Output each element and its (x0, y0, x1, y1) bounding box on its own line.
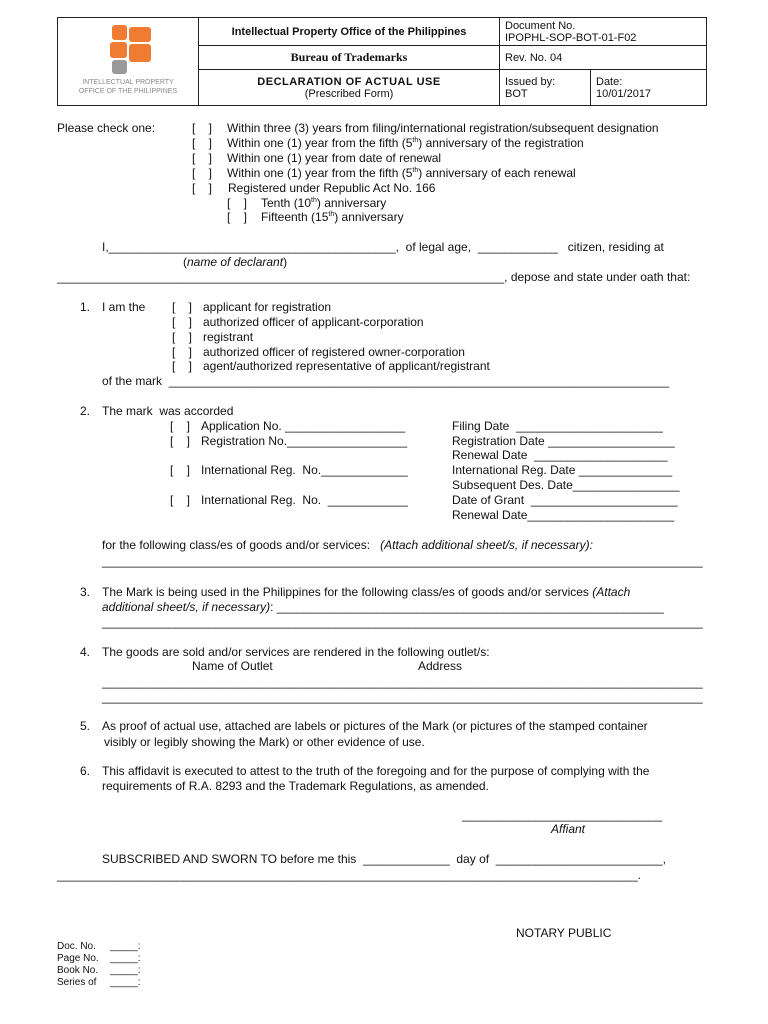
item1-label: I am the (102, 300, 146, 314)
date-cell (591, 70, 707, 106)
renewal-date-field-2[interactable]: Renewal Date______________________ (452, 508, 675, 522)
date-of-grant-field[interactable]: Date of Grant ______________________ (452, 493, 678, 507)
option-fifth-anniversary-renewal: Within one (1) year from the fifth (5th) anniversary of each renewal (227, 166, 576, 180)
issued-by-cell (500, 70, 591, 106)
goods-services-line[interactable]: __________________________________________________________________________________________ (102, 554, 703, 568)
outlet-name-header: Name of Outlet (192, 659, 273, 673)
checkbox-opt4[interactable]: [ ] (192, 166, 213, 180)
item3-line1[interactable]: additional sheet/s, if necessary): __________________________________________________________ (102, 600, 664, 614)
ipophl-logo (68, 21, 188, 99)
option-ra-166: Registered under Republic Act No. 166 (228, 181, 436, 195)
outlet-address-header: Address (418, 659, 463, 673)
checkbox-registrant[interactable]: [ ] (172, 330, 193, 344)
option-within-three-years: Within three (3) years from filing/international registration/subsequent designation (227, 121, 659, 135)
date-value: 10/01/2017 (596, 87, 652, 100)
logo-text-line2: OFFICE OF THE PHILIPPINES (78, 88, 178, 95)
name-of-declarant-hint: (name of declarant) (183, 255, 288, 269)
book-no-blank[interactable]: _____: (110, 965, 141, 976)
residence-line[interactable]: ___________________________________________________________________, depose and state under oath that: (57, 270, 691, 284)
bureau-name: Bureau of Trademarks (199, 46, 500, 70)
checkbox-registration-no[interactable]: [ ] (170, 434, 191, 448)
option-fifteenth-anniversary: Fifteenth (15th) anniversary (261, 210, 404, 224)
checkbox-opt2[interactable]: [ ] (192, 136, 213, 150)
subsequent-des-date-field[interactable]: Subsequent Des. Date________________ (452, 478, 680, 492)
series-of-label: Series of (57, 977, 97, 988)
item3-text: The Mark is being used in the Philippines for the following class/es of goods and/or services (Attach (102, 585, 631, 599)
option-date-of-renewal: Within one (1) year from date of renewal (227, 151, 442, 165)
goods-services-label: for the following class/es of goods and/or services: (Attach additional sheet/s, if necessary): (102, 538, 593, 552)
option-fifth-anniversary-registration: Within one (1) year from the fifth (5th) anniversary of the registration (227, 136, 584, 150)
book-no-label: Book No. (57, 965, 99, 976)
doc-no-label: Document No. (505, 19, 576, 32)
intl-reg-no-field-1[interactable]: International Reg. No._____________ (201, 463, 408, 477)
checkbox-applicant[interactable]: [ ] (172, 300, 193, 314)
application-no-field[interactable]: Application No. __________________ (201, 419, 406, 433)
checkbox-opt5[interactable]: [ ] (192, 181, 213, 195)
issued-by-label: Issued by: (505, 75, 556, 88)
page-no-label: Page No. (57, 953, 99, 964)
checkbox-officer-owner[interactable]: [ ] (172, 345, 193, 359)
registration-no-field[interactable]: Registration No.__________________ (201, 434, 408, 448)
role-applicant: applicant for registration (203, 300, 332, 314)
intl-reg-no-field-2[interactable]: International Reg. No. ____________ (201, 493, 408, 507)
form-header-table (57, 17, 707, 106)
ipophl-logo-cell (58, 18, 199, 106)
item4-text: The goods are sold and/or services are rendered in the following outlet/s: (102, 645, 490, 659)
doc-no-value: IPOPHL-SOP-BOT-01-F02 (505, 31, 637, 44)
item6-line1: This affidavit is executed to attest to the truth of the foregoing and for the purpose of complying with the (102, 764, 650, 778)
logo-text-line1: INTELLECTUAL PROPERTY (82, 79, 174, 86)
intl-reg-date-field[interactable]: International Reg. Date ______________ (452, 463, 673, 477)
affiant-label: Affiant (551, 822, 586, 836)
checkbox-intl-reg-2[interactable]: [ ] (170, 493, 191, 507)
subscribed-sworn-line[interactable]: SUBSCRIBED AND SWORN TO before me this _____________ day of _________________________, (102, 852, 666, 866)
filing-date-field[interactable]: Filing Date ______________________ (452, 419, 663, 433)
mark-name-line[interactable]: of the mark ___________________________________________________________________________ (102, 374, 670, 388)
page-no-blank[interactable]: _____: (110, 953, 141, 964)
sworn-continuation-line[interactable]: _______________________________________________________________________________________. (57, 868, 641, 882)
item1-number: 1. (80, 300, 91, 314)
checkbox-opt1[interactable]: [ ] (192, 121, 213, 135)
role-registrant: registrant (203, 330, 254, 344)
checkbox-opt5a[interactable]: [ ] (227, 196, 248, 210)
item5-number: 5. (80, 719, 91, 733)
option-tenth-anniversary: Tenth (10th) anniversary (261, 196, 387, 210)
form-title: DECLARATION OF ACTUAL USE (257, 75, 441, 88)
item5-line1: As proof of actual use, attached are labels or pictures of the Mark (or pictures of the stamped container (102, 719, 648, 733)
check-one-label: Please check one: (57, 121, 156, 135)
doc-no-blank[interactable]: _____: (110, 941, 141, 952)
registration-date-field[interactable]: Registration Date ___________________ (452, 434, 675, 448)
notary-public-label: NOTARY PUBLIC (516, 926, 612, 940)
date-label: Date: (596, 75, 623, 88)
issued-by-value: BOT (505, 87, 528, 100)
checkbox-agent[interactable]: [ ] (172, 359, 193, 373)
doc-no-label: Doc. No. (57, 941, 96, 952)
revision-number: Rev. No. 04 (500, 46, 707, 70)
form-subtitle: (Prescribed Form) (304, 87, 394, 100)
checkbox-officer-applicant[interactable]: [ ] (172, 315, 193, 329)
document-number-cell (500, 18, 707, 46)
item2-number: 2. (80, 404, 91, 418)
outlet-line-2[interactable]: __________________________________________________________________________________________ (102, 690, 703, 704)
checkbox-application-no[interactable]: [ ] (170, 419, 191, 433)
item3-line2[interactable]: __________________________________________________________________________________________ (102, 615, 703, 629)
checkbox-intl-reg-1[interactable]: [ ] (170, 463, 191, 477)
office-name: Intellectual Property Office of the Philippines (199, 18, 500, 46)
role-officer-applicant: authorized officer of applicant-corporation (203, 315, 424, 329)
role-agent: agent/authorized representative of applicant/registrant (203, 359, 490, 373)
item3-number: 3. (80, 585, 91, 599)
item4-number: 4. (80, 645, 91, 659)
affiant-signature-line[interactable]: ______________________________ (462, 808, 663, 822)
form-title-cell (199, 70, 500, 106)
item2-label: The mark was accorded (102, 404, 234, 418)
series-of-blank[interactable]: _____: (110, 977, 141, 988)
checkbox-opt3[interactable]: [ ] (192, 151, 213, 165)
item5-line2: visibly or legibly showing the Mark) or other evidence of use. (104, 735, 425, 749)
renewal-date-field-1[interactable]: Renewal Date ____________________ (452, 448, 668, 462)
outlet-line-1[interactable]: __________________________________________________________________________________________ (102, 675, 703, 689)
item6-number: 6. (80, 764, 91, 778)
role-officer-owner: authorized officer of registered owner-corporation (203, 345, 465, 359)
checkbox-opt5b[interactable]: [ ] (227, 210, 248, 224)
declarant-line[interactable]: I,___________________________________________, of legal age, ____________ citizen, residing at (102, 240, 664, 254)
item6-line2: requirements of R.A. 8293 and the Trademark Regulations, as amended. (102, 779, 489, 793)
